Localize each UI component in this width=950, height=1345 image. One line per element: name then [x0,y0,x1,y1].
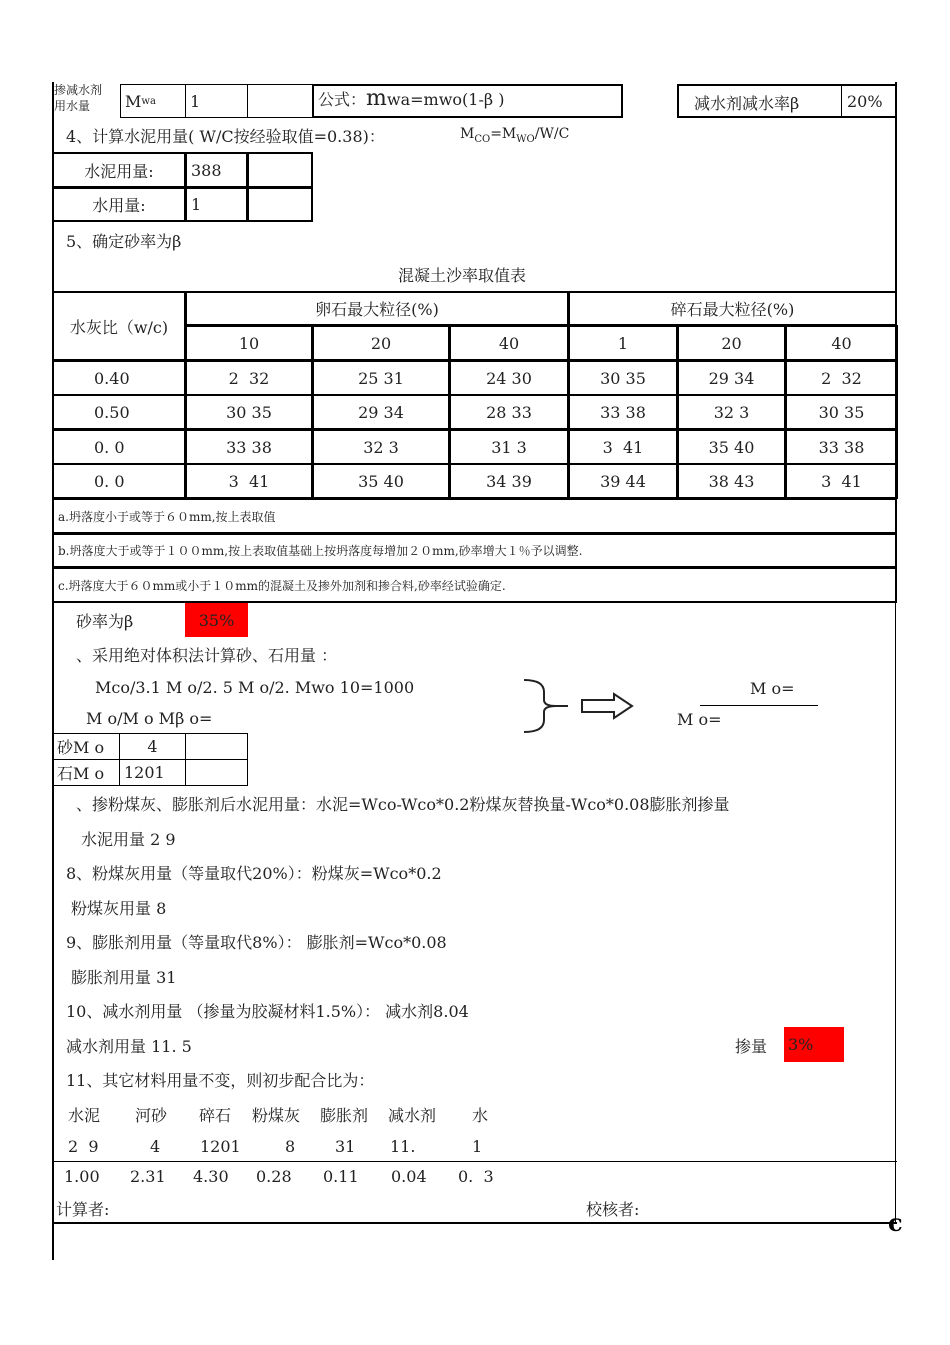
step6-equation-2: M o/M o Mβ o= [86,709,213,728]
grain-size-header: 20 [677,325,786,361]
water-label-cell: 水用量: [52,187,186,222]
sand-rate-cell: 29 34 [677,360,786,396]
cement-extra-cell[interactable] [247,152,313,188]
note-c: c.坍落度大于６０mm或小于１０mm的混凝土及掺外加剂和掺合料,砂率经试验确定. [52,567,897,603]
sand-rate-cell: 29 34 [312,394,450,430]
dose-value[interactable]: 3% [784,1027,844,1062]
header-symbol-cell: M wa [120,84,186,118]
cement-value-cell[interactable]: 388 [185,152,248,188]
step9-title: 9、膨胀剂用量（等量取代8%）： 膨胀剂=Wco*0.08 [66,933,447,952]
material-amount: 8 [285,1137,296,1156]
header-value-cell[interactable]: 1 [185,84,248,118]
stone-mass-value[interactable]: 1201 [119,759,186,786]
material-name: 减水剂 [388,1106,437,1125]
sand-rate-cell: 38 43 [677,463,786,499]
left-border [52,82,54,1260]
sand-rate-cell: 35 40 [312,463,450,499]
header-label: 掺减水剂 用水量 [54,83,103,113]
sand-rate-cell: 39 44 [568,463,678,499]
rate-divider [841,84,842,118]
note-a: a.坍落度小于或等于６０mm,按上表取值 [52,498,897,534]
wc-ratio-cell: 0. 0 [52,429,186,465]
material-ratio: 2.31 [130,1167,166,1186]
right-border-lower [895,602,896,1222]
water-extra-cell[interactable] [247,187,313,222]
sand-mass-extra[interactable] [185,733,248,760]
material-ratio: 0.11 [323,1167,359,1186]
material-ratio: 1.00 [64,1167,100,1186]
step7-result: 水泥用量 2 9 [81,830,176,849]
sand-rate-cell: 2 32 [785,360,898,396]
step9-result: 膨胀剂用量 31 [71,968,177,987]
sand-rate-cell: 3 41 [568,429,678,465]
formula-text: 公式：mwa=mwo(1-β ) [318,86,505,111]
sand-rate-cell: 34 39 [449,463,569,499]
sand-rate-cell: 2 32 [185,360,313,396]
brace-arrow-icon [520,676,640,736]
step6-right-bottom: M o= [677,710,722,729]
material-name: 膨胀剂 [320,1106,369,1125]
sand-rate-cell: 25 31 [312,360,450,396]
step6-right-top: M o= [750,679,795,698]
material-name: 水 [472,1106,489,1125]
stone-mass-label: 石M o [52,759,120,786]
sand-rate-cell: 33 38 [785,429,898,465]
wc-header-cell: 水灰比（w/c) [52,291,186,361]
sand-rate-cell: 28 33 [449,394,569,430]
step5-title: 5、确定砂率为β [66,232,182,251]
note-b: b.坍落度大于或等于１００mm,按上表取值基础上按坍落度每增加２０mm,砂率增大１％予以调整. [52,533,897,568]
sand-rate-cell: 35 40 [677,429,786,465]
wc-ratio-cell: 0.50 [52,394,186,430]
sand-rate-cell: 3 41 [185,463,313,499]
sand-rate-cell: 30 35 [785,394,898,430]
grain-size-header: 10 [185,325,313,361]
sand-table-title: 混凝土沙率取值表 [398,266,527,285]
material-ratio: 0.04 [391,1167,427,1186]
sand-rate-cell: 24 30 [449,360,569,396]
step4-formula: $M_{CO}=M_{WO}/W/C$ [460,126,570,145]
fraction-line [700,705,818,706]
grain-size-header: 1 [568,325,678,361]
material-ratio: 0.28 [256,1167,292,1186]
sand-rate-cell: 32 3 [312,429,450,465]
material-name: 河砂 [135,1106,168,1125]
gravel-group-header: 碎石最大粒径(%) [568,291,897,326]
sand-rate-cell: 33 38 [568,394,678,430]
step8-title: 8、粉煤灰用量（等量取代20%）：粉煤灰=Wco*0.2 [66,864,442,883]
wc-ratio-cell: 0.40 [52,360,186,396]
material-amount: 31 [335,1137,356,1156]
sand-rate-value[interactable]: 35% [185,603,248,637]
step11-title: 11、其它材料用量不变，则初步配合比为： [66,1071,375,1090]
sand-rate-label: 砂率为β [76,612,134,631]
material-name: 粉煤灰 [252,1106,301,1125]
material-ratio: 4.30 [193,1167,229,1186]
stone-mass-extra[interactable] [185,759,248,786]
step10-title: 10、减水剂用量 （掺量为胶凝材料1.5%）： 减水剂8.04 [66,1002,469,1021]
step10-result: 减水剂用量 11. 5 [66,1037,192,1056]
sand-rate-cell: 32 3 [677,394,786,430]
material-amount: 1201 [200,1137,241,1156]
ratio-divider-line [52,1161,897,1162]
material-ratio: 0. 3 [458,1167,494,1186]
material-name: 水泥 [68,1106,101,1125]
grain-size-header: 40 [785,325,898,361]
footer-bottom-line [52,1222,897,1224]
grain-size-header: 40 [449,325,569,361]
material-amount: 2 9 [68,1137,99,1156]
sand-rate-cell: 30 35 [185,394,313,430]
rate-value: 20% [847,92,883,111]
material-amount: 4 [150,1137,161,1156]
rate-label: 减水剂减水率β [694,94,800,113]
sand-rate-cell: 31 3 [449,429,569,465]
material-name: 碎石 [199,1106,232,1125]
water-value-cell[interactable]: 1 [185,187,248,222]
sand-rate-cell: 33 38 [185,429,313,465]
step6-equation-1: Mco/3.1 M o/2. 5 M o/2. Mwo 10=1000 [95,678,415,697]
step8-result: 粉煤灰用量 8 [71,899,167,918]
step7-title: 、掺粉煤灰、膨胀剂后水泥用量：水泥=Wco-Wco*0.2粉煤灰替换量-Wco*0.08膨胀剂掺量 [76,795,730,814]
sand-rate-cell: 3 41 [785,463,898,499]
sand-mass-value[interactable]: 4 [119,733,186,760]
wc-ratio-cell: 0. 0 [52,463,186,499]
material-amount: 11. [390,1137,416,1156]
pebble-group-header: 卵石最大粒径(%) [185,291,569,326]
sand-rate-cell: 30 35 [568,360,678,396]
dose-label: 掺量 [735,1037,768,1056]
calculator-label: 计算者: [56,1200,110,1219]
step6-title: 、采用绝对体积法计算砂、石用量 ： [76,646,338,665]
sand-mass-label: 砂M o [52,733,120,760]
corner-mark: c [888,1208,903,1237]
material-amount: 1 [472,1137,483,1156]
step4-title: 4、计算水泥用量( W/C按经验取值=0.38)： [66,127,385,146]
cement-label-cell: 水泥用量: [52,152,186,188]
grain-size-header: 20 [312,325,450,361]
header-empty-cell[interactable] [247,84,313,118]
checker-label: 校核者: [586,1200,640,1219]
